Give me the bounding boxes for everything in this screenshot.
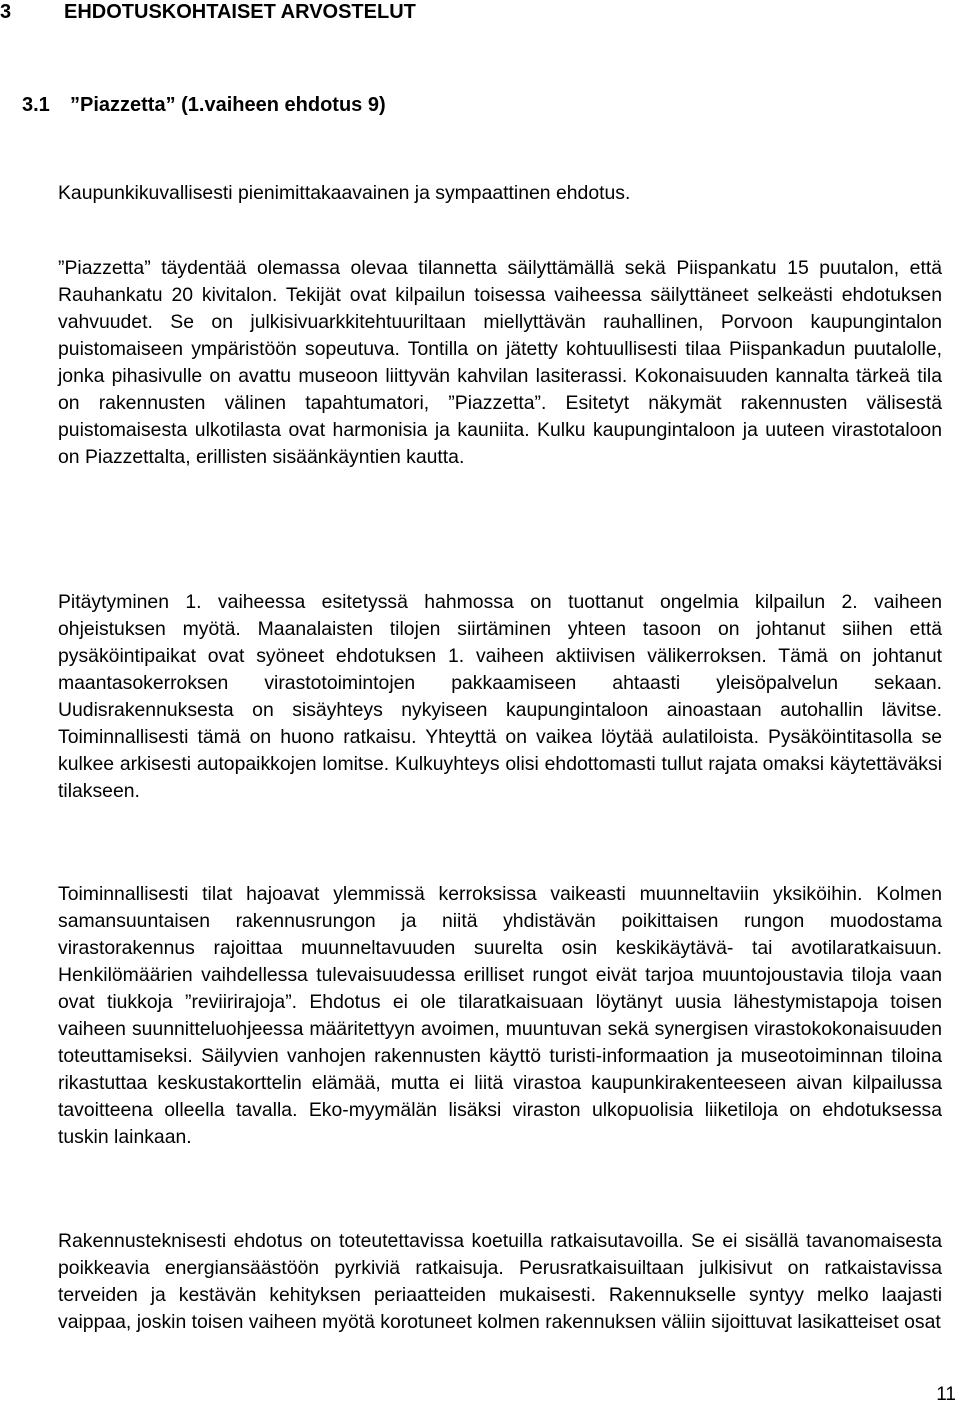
section-heading <box>0 0 416 24</box>
subsection-number: 3.1 <box>22 94 50 116</box>
body-paragraph: ”Piazzetta” täydentää olemassa olevaa tilannetta säilyttämällä sekä Piispankatu 15 puutalon, että Rauhankatu 20 kivitalon. Tekijät ovat kilpailun toisessa vaiheessa säilyttäneet selkeästi ehdotuksen vahvuudet. Se on julkisivuarkkitehtuuriltaan miellyttävän rauhallinen, Porvoon kaupungintalon puistomaiseen ympäristöön sopeutuva. Tontilla on jätetty kohtuullisesti tilaa Piispankadun puutalolle, jonka pihasivulle on avattu museoon liittyvän kahvilan lasiterassi. Kokonaisuuden kannalta tärkeä tila on rakennusten välinen tapahtumatori, ”Piazzetta”. Esitetyt näkymät rakennusten välisestä puistomaisesta ulkotilasta ovat harmonisia ja kauniita. Kulku kaupungintaloon ja uuteen virastotaloon on Piazzettalta, erillisten sisäänkäyntien kautta. <box>58 257 942 468</box>
body-paragraph: Toiminnallisesti tilat hajoavat ylemmissä kerroksissa vaikeasti muunneltaviin yksiköihin. Kolmen samansuuntaisen rakennusrungon ja niitä yhdistävän poikittaisen rungon muodostama virastorakennus rajoittaa muunneltavuuden suurelta osin keskikäytävä- tai avotilaratkaisuun. Henkilömäärien vaihdellessa tulevaisuudessa erilliset rungot eivät tarjoa muuntojoustavia tiloja vaan ovat tiukkoja ”reviirirajoja”. Ehdotus ei ole tilaratkaisuaan löytänyt uusia lähestymistapoja toisen vaiheen suunnitteluohjeessa määritettyyn avoimen, muuntuvan sekä synergisen virastokokonaisuuden toteuttamiseksi. Säilyvien vanhojen rakennusten käyttö turisti-informaation ja museotoiminnan tiloina rikastuttaa keskustakorttelin elämää, mutta ei liitä virastoa kaupunkirakenteeseen aivan kilpailussa tavoitteena olleella tavalla. Eko-myymälän lisäksi viraston ulkopuolisia liiketiloja on ehdotuksessa tuskin lainkaan. <box>58 883 942 1148</box>
subsection-title: ”Piazzetta” (1.vaiheen ehdotus 9) <box>70 94 386 116</box>
subsection-heading <box>22 93 386 117</box>
intro-paragraph: Kaupunkikuvallisesti pienimittakaavainen ja sympaattinen ehdotus. <box>58 182 631 204</box>
body-paragraph: Pitäytyminen 1. vaiheessa esitetyssä hahmossa on tuottanut ongelmia kilpailun 2. vaiheen ohjeistuksen myötä. Maanalaisten tilojen siirtäminen yhteen tasoon on johtanut siihen että pysäköintipaikat ovat syöneet ehdotuksen 1. vaiheen aktiivisen välikerroksen. Tämä on johtanut maantasokerroksen virastotoimintojen pakkaamiseen ahtaasti yleisöpalvelun sekaan. Uudisrakennuksesta on sisäyhteys nykyiseen kaupungintaloon ainoastaan autohallin lävitse. Toiminnallisesti tämä on huono ratkaisu. Yhteyttä on vaikea löytää aulatiloista. Pysäköintitasolla se kulkee arkisesti autopaikkojen lomitse. Kulkuyhteys olisi ehdottomasti tullut rajata omaksi käytettäväksi tilakseen. <box>58 591 942 802</box>
section-number: 3 <box>0 1 12 23</box>
body-paragraph: Rakennusteknisesti ehdotus on toteutettavissa koetuilla ratkaisutavoilla. Se ei sisällä tavanomaisesta poikkeavia energiansäästöön pyrkiviä ratkaisuja. Perusratkaisuiltaan julkisivut on ratkaistavissa terveiden ja kestävän kehityksen periaatteiden mukaisesti. Rakennukselle syntyy melko laajasti vaippaa, joskin toisen vaiheen myötä korotuneet kolmen rakennuksen väliin sijoittuvat lasikatteiset osat <box>58 1230 942 1333</box>
page-number: 11 <box>936 1384 956 1405</box>
section-title: EHDOTUSKOHTAISET ARVOSTELUT <box>64 1 416 23</box>
